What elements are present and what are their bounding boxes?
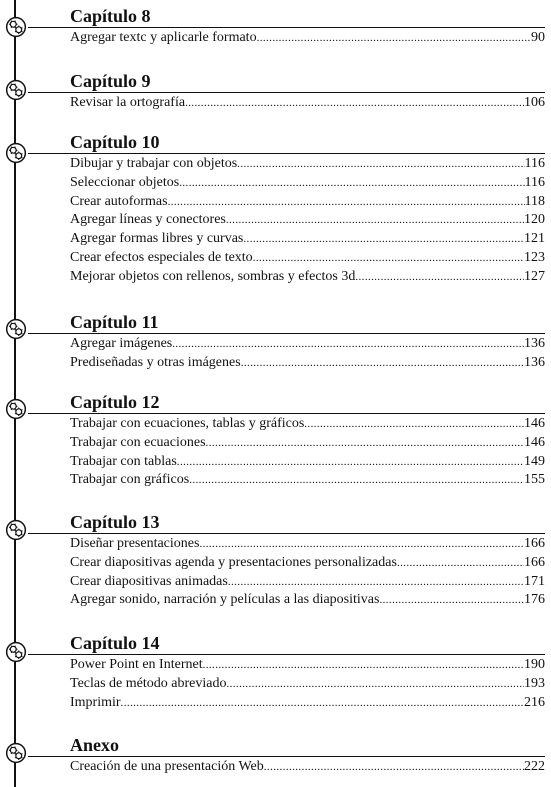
page-number: 136 [524, 336, 545, 351]
page-number: 171 [524, 573, 545, 589]
chapter-rule [28, 27, 545, 28]
page-number: 121 [524, 231, 545, 247]
toc-entry[interactable] [70, 155, 545, 174]
dot-leader [203, 656, 524, 675]
gear-icon [5, 142, 27, 164]
dot-leader [226, 675, 524, 694]
gear-icon [5, 318, 27, 340]
toc-entry[interactable] [70, 335, 545, 354]
entry-title: Creación de una presentación Web [70, 759, 264, 774]
toc-entry[interactable] [70, 694, 545, 713]
toc-entry[interactable] [70, 471, 545, 490]
toc-entry[interactable] [70, 193, 545, 212]
dot-leader [206, 434, 524, 453]
page-number: 120 [524, 212, 545, 228]
chapter-title: Capítulo 10 [70, 132, 160, 152]
entry-title: Power Point en Internet [70, 657, 203, 672]
toc-entry[interactable] [70, 211, 545, 230]
page-number: 146 [524, 434, 545, 450]
toc-entry[interactable] [70, 573, 545, 592]
toc-entry[interactable] [70, 230, 545, 249]
page-number: 127 [524, 268, 545, 284]
page-number: 176 [524, 592, 545, 608]
page-number: 166 [524, 554, 545, 570]
dot-leader [185, 94, 524, 113]
entry-title: Agregar imágenes [70, 336, 173, 351]
toc-entry[interactable] [70, 675, 545, 694]
toc-entry[interactable] [70, 535, 545, 554]
dot-leader [237, 155, 524, 174]
chapter-rule [28, 756, 545, 757]
entry-title: Trabajar con ecuaciones [70, 434, 206, 450]
gear-icon [5, 641, 27, 663]
entry-title: Crear diapositivas agenda y presentaciones personalizadas [70, 554, 397, 570]
page-number: 166 [524, 536, 545, 551]
dot-leader [172, 335, 524, 354]
page-number: 136 [524, 354, 545, 370]
entry-title: Crear efectos especiales de texto [70, 249, 253, 265]
dot-leader [241, 354, 524, 373]
toc-entry[interactable] [70, 415, 545, 434]
entry-title: Revisar la ortografía [70, 95, 186, 110]
dot-leader [177, 453, 524, 472]
page-number: 90 [531, 30, 545, 45]
entry-title: Trabajar con tablas [70, 453, 177, 469]
page-number: 123 [524, 249, 545, 265]
entry-title: Crear autoformas [70, 193, 168, 209]
dot-leader [264, 758, 524, 777]
toc-entry[interactable] [70, 453, 545, 472]
page-number: 116 [524, 156, 545, 171]
dot-leader [121, 694, 524, 713]
entry-title: Imprimir [70, 694, 121, 710]
page-number: 222 [524, 759, 545, 774]
dot-leader [189, 471, 524, 490]
page-number: 155 [524, 472, 545, 488]
page-number: 190 [524, 657, 545, 672]
toc-entry[interactable] [70, 94, 545, 113]
chapter-rule [28, 413, 545, 414]
dot-leader [168, 193, 525, 212]
entry-title: Diseñar presentaciones [70, 536, 200, 551]
page-number: 116 [524, 174, 545, 190]
chapter-title: Capítulo 13 [70, 512, 160, 532]
binding-spine-line [14, 0, 16, 787]
page-number: 216 [524, 694, 545, 710]
chapter-title: Capítulo 8 [70, 6, 151, 26]
toc-entry[interactable] [70, 174, 545, 193]
chapter-title: Capítulo 9 [70, 71, 151, 91]
toc-entry[interactable] [70, 434, 545, 453]
gear-icon [5, 79, 27, 101]
toc-entry[interactable] [70, 354, 545, 373]
chapter-rule [28, 92, 545, 93]
entry-title: Seleccionar objetos [70, 174, 180, 190]
toc-entry[interactable] [70, 656, 545, 675]
dot-leader [226, 211, 524, 230]
toc-entry[interactable] [70, 268, 545, 287]
chapter-title: Capítulo 14 [70, 633, 160, 653]
chapter-rule [28, 153, 545, 154]
chapter-rule [28, 333, 545, 334]
dot-leader [199, 535, 524, 554]
gear-icon [5, 519, 27, 541]
dot-leader [253, 249, 524, 268]
page-number: 118 [524, 193, 545, 209]
toc-entry[interactable] [70, 591, 545, 610]
entry-title: Dibujar y trabajar con objetos [70, 156, 238, 171]
gear-icon [5, 398, 27, 420]
dot-leader [379, 591, 524, 610]
entry-title: Trabajar con gráficos [70, 472, 190, 488]
toc-entry[interactable] [70, 554, 545, 573]
page-number: 193 [524, 675, 545, 691]
dot-leader [179, 174, 524, 193]
entry-title: Mejorar objetos con rellenos, sombras y efectos 3d [70, 268, 356, 284]
entry-title: Agregar líneas y conectores [70, 212, 226, 228]
chapter-title: Capítulo 11 [70, 312, 159, 332]
dot-leader [355, 268, 524, 287]
entry-title: Trabajar con ecuaciones, tablas y gráficos [70, 416, 305, 431]
gear-icon [5, 742, 27, 764]
dot-leader [228, 573, 524, 592]
entry-title: Teclas de método abreviado [70, 675, 227, 691]
gear-icon [5, 16, 27, 38]
entry-title: Agregar formas libres y curvas [70, 231, 244, 247]
toc-entry[interactable] [70, 29, 545, 48]
entry-title: Crear diapositivas animadas [70, 573, 228, 589]
dot-leader [257, 29, 531, 48]
dot-leader [243, 230, 524, 249]
chapter-rule [28, 654, 545, 655]
page-number: 146 [524, 416, 545, 431]
chapter-rule [28, 533, 545, 534]
chapter-title: Anexo [70, 735, 119, 755]
chapter-title: Capítulo 12 [70, 392, 160, 412]
toc-entry[interactable] [70, 249, 545, 268]
entry-title: Prediseñadas y otras imágenes [70, 354, 241, 370]
page-number: 149 [524, 453, 545, 469]
dot-leader [304, 415, 524, 434]
dot-leader [397, 554, 524, 573]
entry-title: Agregar sonido, narración y películas a las diapositivas [70, 592, 380, 608]
toc-entry[interactable] [70, 758, 545, 777]
page-number: 106 [524, 95, 545, 110]
entry-title: Agregar textc y aplicarle formato [70, 30, 257, 45]
